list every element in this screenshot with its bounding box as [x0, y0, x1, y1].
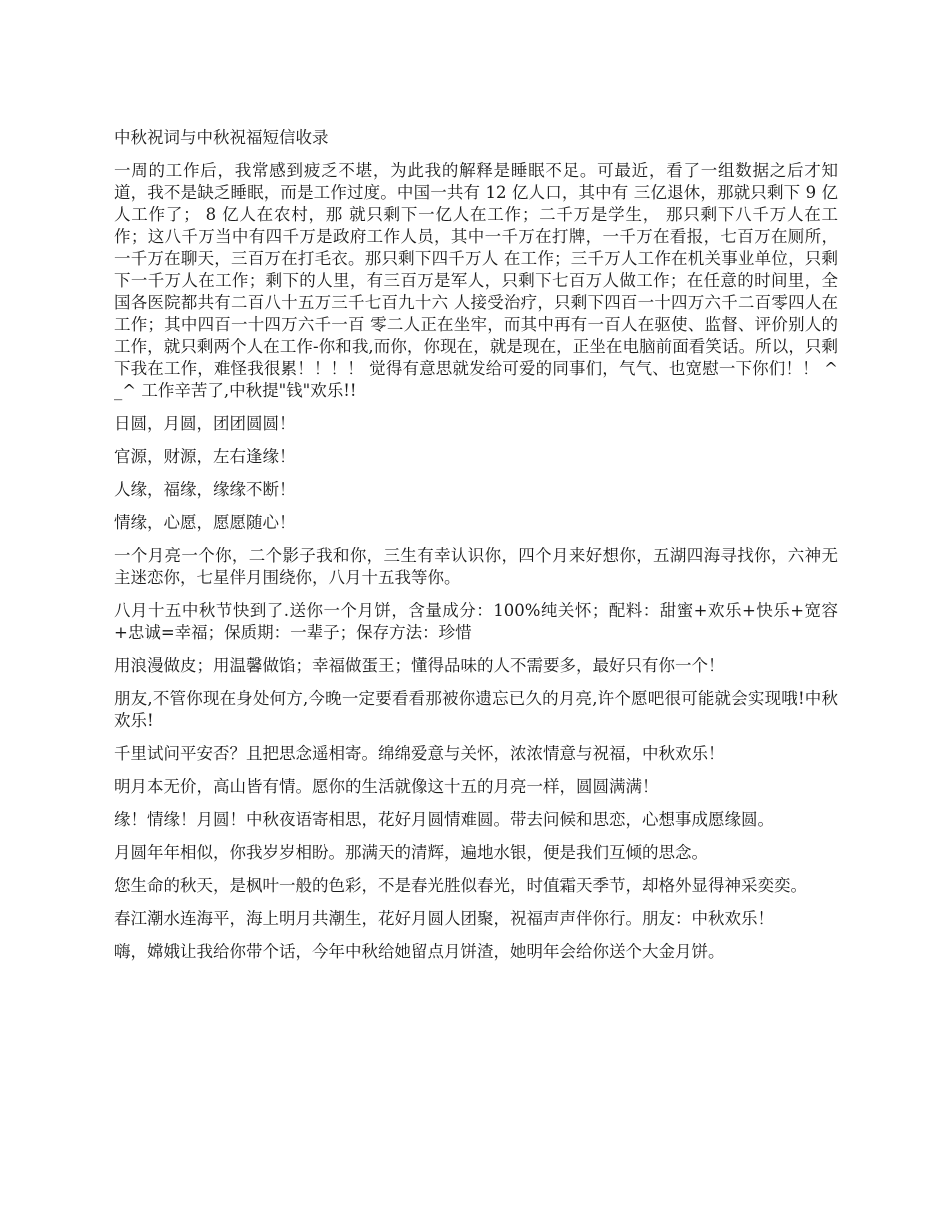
paragraph-4: 人缘，福缘，缘缘不断！	[114, 480, 296, 499]
paragraph-5: 情缘，心愿，愿愿随心！	[114, 513, 296, 532]
paragraph-7: 八月十五中秋节快到了.送你一个月饼，含量成分：100%纯关怀；配料：甜蜜+欢乐+快乐+宽容+忠诚=幸福；保质期：一辈子；保存方法：珍惜	[114, 601, 838, 642]
paragraph-2: 日圆，月圆，团团圆圆！	[114, 414, 296, 433]
paragraph-1: 一周的工作后，我常感到疲乏不堪，为此我的解释是睡眠不足。可最近，看了一组数据之后才知道，我不是缺乏睡眠，而是工作过度。中国一共有 12 亿人口，其中有 三亿退休，那就只剩下 9 亿人工作了； 8 亿人在农村，那 就只剩下一亿人在工作；二千万是学生， 那只剩下八千万人在工作；这八千万当中有四千万是政府工作人员，其中一千万在打牌，一千万在看报，七百万在厕所，一千万在聊天，三百万在打毛衣。那只剩下四千万人 在工作；三千万人工作在机关事业单位，只剩下一千万人在工作；剩下的人里，有三百万是军人，只剩下七百万人做工作；在任意的时间里，全国各医院都共有二百八十五万三千七百九十六 人接受治疗，只剩下四百一十四万六千二百零四人在工作；其中四百一十四万六千一百 零二人正在坐牢，而其中再有一百人在驱使、监督、评价别人的工作，就只剩两个人在工作-你和我,而你，你现在，就是现在，正坐在电脑前面看笑话。所以，只剩下我在工作，难怪我很累！！！！ 觉得有意思就发给可爱的同事们，气气、也宽慰一下你们！！ ^_^ 工作辛苦了,中秋提"钱"欢乐!!	[114, 161, 838, 400]
paragraph-11: 明月本无价，高山皆有情。愿你的生活就像这十五的月亮一样，圆圆满满！	[114, 777, 659, 796]
paragraph-10: 千里试问平安否？且把思念遥相寄。绵绵爱意与关怀，浓浓情意与祝福，中秋欢乐！	[114, 744, 725, 763]
document-page	[114, 127, 838, 974]
document-title: 中秋祝词与中秋祝福短信收录	[114, 128, 329, 147]
paragraph-3: 官源，财源，左右逢缘！	[114, 447, 296, 466]
paragraph-15: 春江潮水连海平，海上明月共潮生，花好月圆人团聚，祝福声声伴你行。朋友：中秋欢乐！	[114, 909, 774, 928]
paragraph-9: 朋友,不管你现在身处何方,今晚一定要看看那被你遗忘已久的月亮,许个愿吧很可能就会实现哦!中秋欢乐!	[114, 689, 838, 730]
paragraph-13: 月圆年年相似，你我岁岁相盼。那满天的清辉，遍地水银，便是我们互倾的思念。	[114, 843, 708, 862]
paragraph-12: 缘！情缘！月圆！中秋夜语寄相思，花好月圆情难圆。带去问候和思恋，心想事成愿缘圆。	[114, 810, 774, 829]
paragraph-14: 您生命的秋天，是枫叶一般的色彩，不是春光胜似春光，时值霜天季节，却格外显得神采奕奕。	[114, 876, 807, 895]
paragraph-8: 用浪漫做皮；用温馨做馅；幸福做蛋王；懂得品味的人不需要多，最好只有你一个！	[114, 656, 725, 675]
paragraph-6: 一个月亮一个你，二个影子我和你，三生有幸认识你，四个月来好想你，五湖四海寻找你，六神无主迷恋你，七星伴月围绕你，八月十五我等你。	[114, 546, 838, 587]
paragraph-16: 嗨，嫦娥让我给你带个话，今年中秋给她留点月饼渣，她明年会给你送个大金月饼。	[114, 942, 725, 961]
